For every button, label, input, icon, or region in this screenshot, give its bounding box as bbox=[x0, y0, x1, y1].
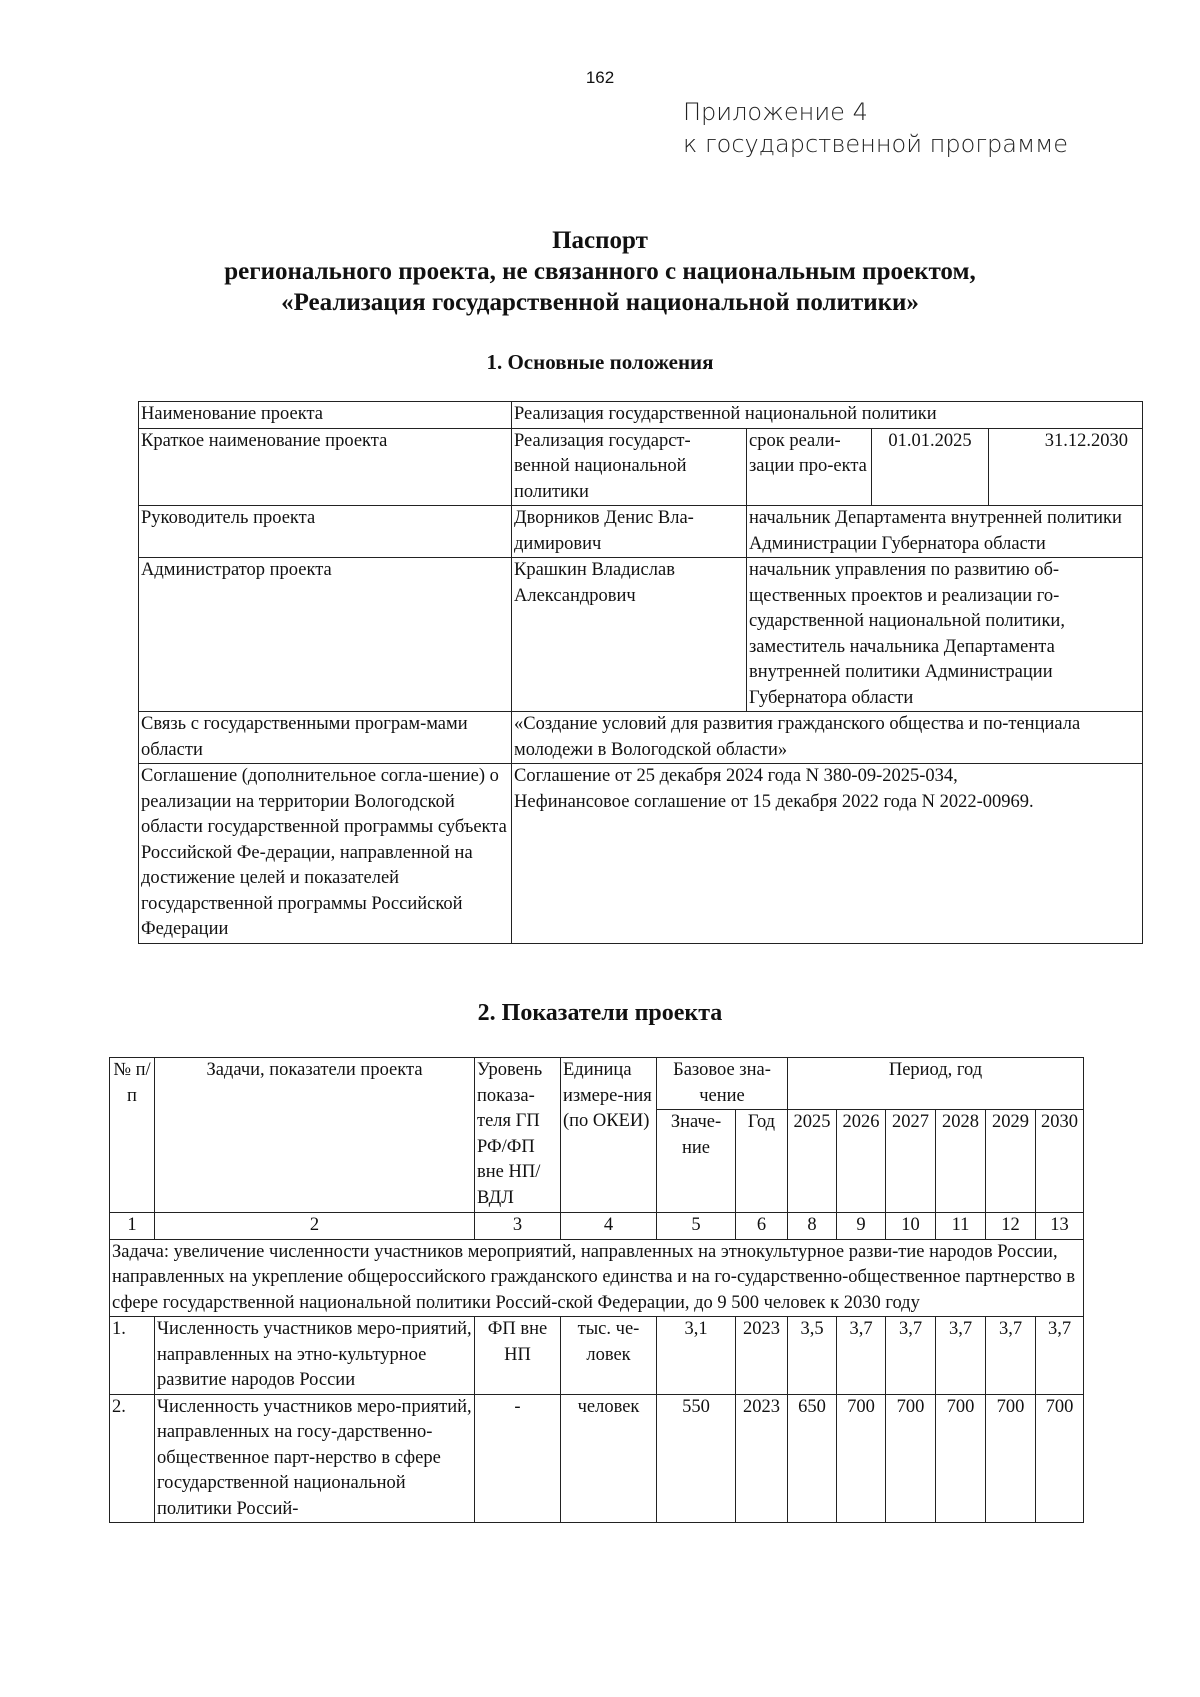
title-line-2: регионального проекта, не связанного с национальным проектом, bbox=[224, 258, 976, 285]
name-label: Наименование проекта bbox=[139, 402, 512, 429]
header-unit: Единица измере-ния (по ОКЕИ) bbox=[561, 1058, 657, 1213]
value-2030: 700 bbox=[1036, 1394, 1084, 1523]
header-num: № п/п bbox=[110, 1058, 155, 1213]
agreement-label: Соглашение (дополнительное согла-шение) о реализации на территории Вологодской области государственной программы субъекта Российской Фе-дерации, направленной на достижение целей и показателей государственной программы Российской Федерации bbox=[139, 764, 512, 944]
appendix-header bbox=[683, 96, 1068, 160]
value-2025: 650 bbox=[788, 1394, 837, 1523]
indicator-name: Численность участников меро-приятий, направленных на госу-дарственно-общественное парт-нерство в сфере государственной национальной политики Россий- bbox=[155, 1394, 475, 1523]
page-number: 162 bbox=[585, 68, 615, 87]
col-number: 11 bbox=[936, 1213, 986, 1240]
row-num: 1. bbox=[110, 1317, 155, 1395]
admin-label: Администратор проекта bbox=[139, 558, 512, 712]
value-2025: 3,5 bbox=[788, 1317, 837, 1395]
table-row bbox=[110, 1317, 1084, 1395]
header-year-2030: 2030 bbox=[1036, 1110, 1084, 1213]
table-row bbox=[139, 506, 1143, 558]
head-label: Руководитель проекта bbox=[139, 506, 512, 558]
col-number: 5 bbox=[657, 1213, 736, 1240]
header-year-2027: 2027 bbox=[886, 1110, 936, 1213]
program-link-label: Связь с государственными програм-мами области bbox=[139, 712, 512, 764]
short-name-label: Краткое наименование проекта bbox=[139, 428, 512, 506]
indicator-unit: человек bbox=[561, 1394, 657, 1523]
header-base: Базовое зна-чение bbox=[657, 1058, 788, 1110]
col-number: 9 bbox=[837, 1213, 886, 1240]
col-number: 4 bbox=[561, 1213, 657, 1240]
appendix-line-1: Приложение 4 bbox=[683, 98, 868, 126]
value-2026: 3,7 bbox=[837, 1317, 886, 1395]
section-1-title: 1. Основные положения bbox=[486, 350, 714, 374]
value-2027: 3,7 bbox=[886, 1317, 936, 1395]
agreement-line-2: Нефинансовое соглашение от 15 декабря 2022 года N 2022-00969. bbox=[514, 791, 1034, 812]
main-provisions-table bbox=[138, 401, 1143, 944]
col-number: 1 bbox=[110, 1213, 155, 1240]
header-tasks: Задачи, показатели проекта bbox=[155, 1058, 475, 1213]
col-number: 6 bbox=[736, 1213, 788, 1240]
head-position: начальник Департамента внутренней политики Администрации Губернатора области bbox=[747, 506, 1143, 558]
value-2026: 700 bbox=[837, 1394, 886, 1523]
indicator-name: Численность участников меро-приятий, направленных на этно-культурное развитие народов России bbox=[155, 1317, 475, 1395]
period-end: 31.12.2030 bbox=[989, 428, 1143, 506]
indicators-table bbox=[109, 1057, 1084, 1523]
table-row bbox=[139, 712, 1143, 764]
section-2-title: 2. Показатели проекта bbox=[477, 1000, 723, 1026]
task-text: Задача: увеличение численности участников мероприятий, направленных на этнокультурное разви-тие народов России, направленных на укрепление общероссийского гражданского единства и на го-сударственно-общественное партнерство в сфере государственной национальной политики Россий-ской Федерации, до 9 500 человек к 2030 году bbox=[110, 1239, 1084, 1317]
value-2027: 700 bbox=[886, 1394, 936, 1523]
table-row bbox=[110, 1394, 1084, 1523]
value-2029: 3,7 bbox=[986, 1317, 1036, 1395]
header-period: Период, год bbox=[788, 1058, 1084, 1110]
base-year: 2023 bbox=[736, 1317, 788, 1395]
task-row bbox=[110, 1239, 1084, 1317]
value-2028: 3,7 bbox=[936, 1317, 986, 1395]
value-2029: 700 bbox=[986, 1394, 1036, 1523]
base-year: 2023 bbox=[736, 1394, 788, 1523]
value-2030: 3,7 bbox=[1036, 1317, 1084, 1395]
col-number: 10 bbox=[886, 1213, 936, 1240]
table-row bbox=[139, 558, 1143, 712]
indicator-level: - bbox=[475, 1394, 561, 1523]
header-year-2025: 2025 bbox=[788, 1110, 837, 1213]
agreement-line-1: Соглашение от 25 декабря 2024 года N 380-09-2025-034, bbox=[514, 766, 958, 786]
admin-name: Крашкин Владислав Александрович bbox=[512, 558, 747, 712]
table-row bbox=[139, 428, 1143, 506]
header-row bbox=[110, 1058, 1084, 1110]
base-value: 3,1 bbox=[657, 1317, 736, 1395]
table-row bbox=[139, 402, 1143, 429]
name-value: Реализация государственной национальной политики bbox=[512, 402, 1143, 429]
indicator-unit: тыс. че-ловек bbox=[561, 1317, 657, 1395]
col-number: 13 bbox=[1036, 1213, 1084, 1240]
program-link-value: «Создание условий для развития гражданского общества и по-тенциала молодежи в Вологодской области» bbox=[512, 712, 1143, 764]
title-line-3: «Реализация государственной национальной политики» bbox=[281, 289, 919, 316]
row-num: 2. bbox=[110, 1394, 155, 1523]
header-year: Год bbox=[736, 1110, 788, 1213]
head-name: Дворников Денис Вла-димирович bbox=[512, 506, 747, 558]
short-name-value: Реализация государст-венной национальной политики bbox=[512, 428, 747, 506]
agreement-value bbox=[512, 764, 1143, 944]
column-numbers-row bbox=[110, 1213, 1084, 1240]
col-number: 2 bbox=[155, 1213, 475, 1240]
indicator-level: ФП вне НП bbox=[475, 1317, 561, 1395]
header-year-2029: 2029 bbox=[986, 1110, 1036, 1213]
col-number: 8 bbox=[788, 1213, 837, 1240]
value-2028: 700 bbox=[936, 1394, 986, 1523]
header-year-2028: 2028 bbox=[936, 1110, 986, 1213]
table-row bbox=[139, 764, 1143, 944]
period-start: 01.01.2025 bbox=[872, 428, 989, 506]
admin-position: начальник управления по развитию об-щественных проектов и реализации го-сударственной национальной политики, заместитель начальника Департамента внутренней политики Администрации Губернатора области bbox=[747, 558, 1143, 712]
header-year-2026: 2026 bbox=[837, 1110, 886, 1213]
appendix-line-2: к государственной программе bbox=[683, 130, 1068, 158]
period-label: срок реали-зации про-екта bbox=[747, 428, 872, 506]
header-value: Значе-ние bbox=[657, 1110, 736, 1213]
col-number: 12 bbox=[986, 1213, 1036, 1240]
document-title bbox=[0, 225, 1200, 318]
base-value: 550 bbox=[657, 1394, 736, 1523]
header-level: Уровень показа-теля ГП РФ/ФП вне НП/ВДЛ bbox=[475, 1058, 561, 1213]
col-number: 3 bbox=[475, 1213, 561, 1240]
title-line-1: Паспорт bbox=[552, 227, 648, 254]
